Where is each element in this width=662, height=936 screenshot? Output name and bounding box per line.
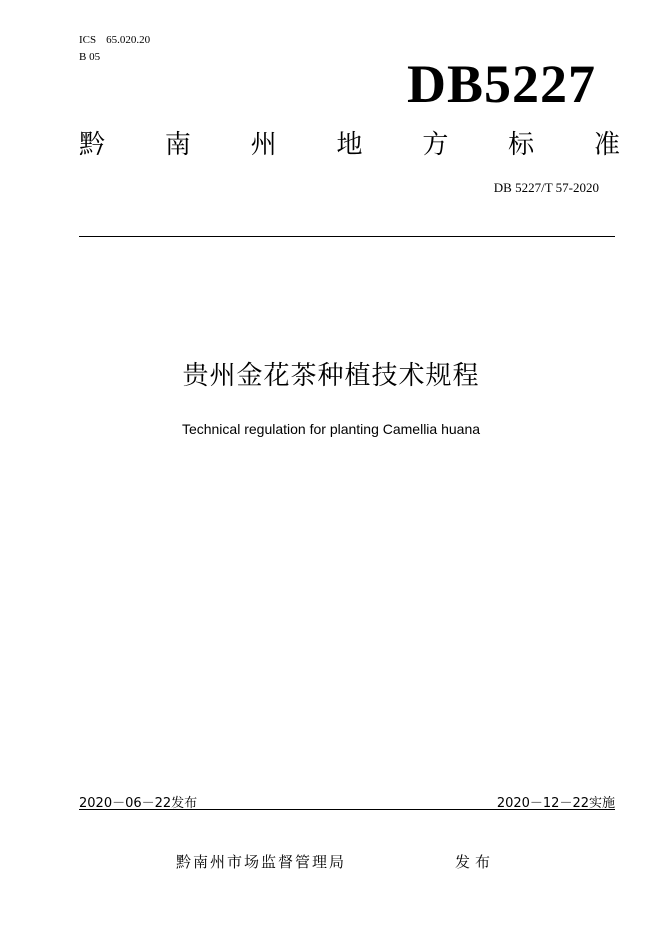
- issuing-authority: 黔南州市场监督管理局: [176, 853, 347, 871]
- local-standard-char: 州: [250, 130, 277, 160]
- local-standard-char: 南: [164, 130, 191, 160]
- ics-code: 65.020.20: [106, 34, 151, 46]
- implement-date: 2020－12－22实施: [496, 796, 615, 811]
- standard-code-large: DB5227: [406, 54, 596, 114]
- local-standard-char: 标: [508, 130, 535, 160]
- header-divider: [79, 236, 615, 237]
- local-standard-char: 地: [336, 130, 363, 160]
- footer-divider: [79, 809, 615, 810]
- document-title-chinese: 贵州金花茶种植技术规程: [182, 361, 480, 391]
- ics-classification: [79, 34, 150, 46]
- ics-label: ICS: [79, 34, 97, 46]
- standard-number: DB 5227/T 57-2020: [493, 180, 599, 195]
- local-standard-char: 黔: [79, 130, 106, 160]
- local-standard-char: 准: [593, 130, 620, 160]
- publish-date: 2020－06－22发布: [79, 796, 198, 811]
- document-title-english: Technical regulation for planting Camellia huana: [181, 421, 481, 437]
- local-standard-heading: [79, 128, 620, 162]
- local-standard-char: 方: [422, 130, 449, 160]
- issue-label: 发布: [455, 853, 496, 871]
- classification-code: B 05: [79, 51, 101, 63]
